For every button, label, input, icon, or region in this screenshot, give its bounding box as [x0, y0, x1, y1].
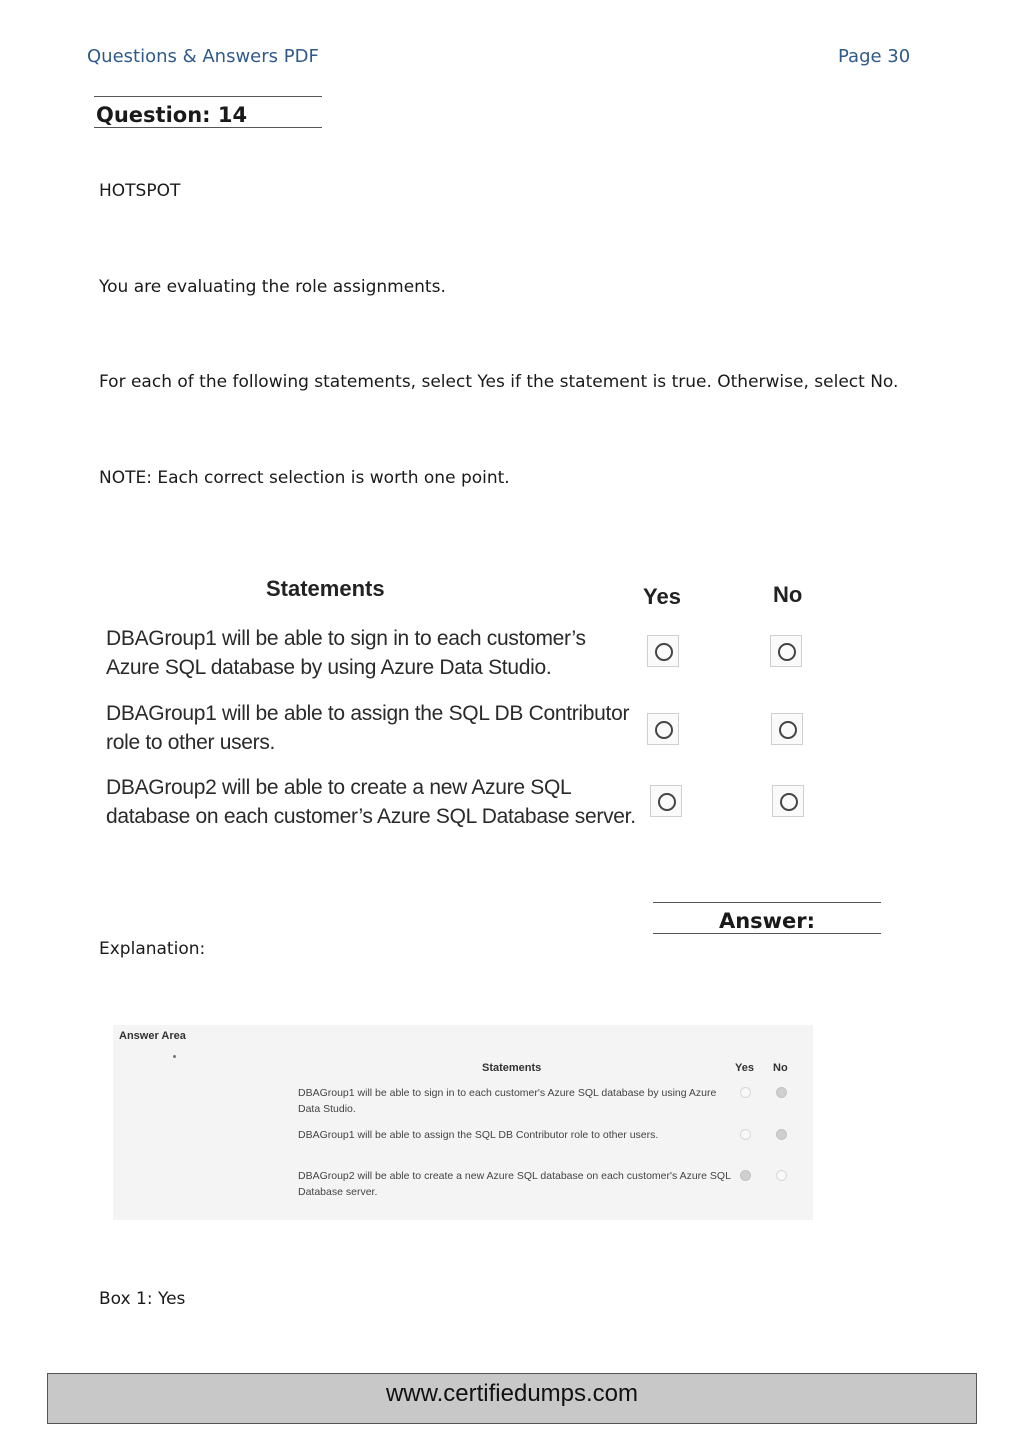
- yes-radio-1[interactable]: [647, 635, 679, 667]
- aa-yes-radio-3: [740, 1170, 751, 1181]
- statement-text: DBAGroup1 will be able to sign in to each customer’s: [106, 627, 586, 650]
- no-radio-3[interactable]: [772, 785, 804, 817]
- aa-row-1: DBAGroup1 will be able to sign in to each customer's Azure SQL database by using Azure Data Studio.: [298, 1087, 717, 1115]
- footer-banner: [47, 1373, 977, 1424]
- statement-row-3: [106, 773, 666, 831]
- radio-circle-icon: [655, 643, 673, 661]
- radio-circle-icon: [780, 793, 798, 811]
- aa-no-radio-2: [776, 1129, 787, 1140]
- question-instruction: For each of the following statements, select Yes if the statement is true. Otherwise, select No.: [99, 372, 899, 392]
- footer-url[interactable]: www.certifiedumps.com: [385, 1380, 639, 1407]
- statement-row-2: [106, 699, 646, 757]
- no-header: No: [773, 582, 803, 607]
- statement-text: database on each customer’s Azure SQL Database server.: [106, 805, 636, 828]
- radio-circle-icon: [779, 721, 797, 739]
- statements-header: Statements: [266, 576, 385, 601]
- explanation-label: Explanation:: [99, 939, 206, 959]
- aa-yes-header: Yes: [735, 1062, 754, 1074]
- question-title: Question: 14: [94, 97, 322, 128]
- answer-title: Answer:: [653, 903, 881, 934]
- aa-row-2: DBAGroup1 will be able to assign the SQL DB Contributor role to other users.: [298, 1129, 659, 1141]
- question-intro: You are evaluating the role assignments.: [99, 277, 446, 297]
- question-title-block: [94, 96, 322, 128]
- statement-text: role to other users.: [106, 731, 276, 754]
- radio-circle-icon: [655, 721, 673, 739]
- aa-statements-header: Statements: [482, 1062, 542, 1074]
- statement-text: DBAGroup2 will be able to create a new Azure SQL: [106, 776, 572, 799]
- answer-area-label: Answer Area: [119, 1030, 186, 1042]
- aa-no-radio-1: [776, 1087, 787, 1098]
- radio-circle-icon: [658, 793, 676, 811]
- radio-circle-icon: [778, 643, 796, 661]
- no-radio-1[interactable]: [770, 635, 802, 667]
- statement-row-1: [106, 624, 646, 682]
- aa-no-header: No: [773, 1062, 788, 1074]
- aa-row-3: DBAGroup2 will be able to create a new Azure SQL database on each customer's Azure SQL Database server.: [298, 1170, 731, 1198]
- statements-table: [100, 570, 820, 840]
- statement-text: Azure SQL database by using Azure Data Studio.: [106, 656, 552, 679]
- header-title: Questions & Answers PDF: [87, 46, 319, 67]
- statement-text: DBAGroup1 will be able to assign the SQL DB Contributor: [106, 702, 630, 725]
- no-radio-2[interactable]: [771, 713, 803, 745]
- question-note: NOTE: Each correct selection is worth one point.: [99, 468, 510, 488]
- answer-area-image: [113, 1025, 813, 1220]
- aa-yes-radio-2: [740, 1129, 751, 1140]
- question-type: HOTSPOT: [99, 181, 181, 201]
- page-number: Page 30: [838, 46, 911, 67]
- answer-title-block: [653, 902, 881, 934]
- yes-header: Yes: [643, 584, 681, 609]
- box1-answer: Box 1: Yes: [99, 1289, 186, 1309]
- aa-yes-radio-1: [740, 1087, 751, 1098]
- aa-no-radio-3: [776, 1170, 787, 1181]
- yes-radio-2[interactable]: [647, 713, 679, 745]
- yes-radio-3[interactable]: [650, 785, 682, 817]
- dot-icon: [173, 1055, 176, 1058]
